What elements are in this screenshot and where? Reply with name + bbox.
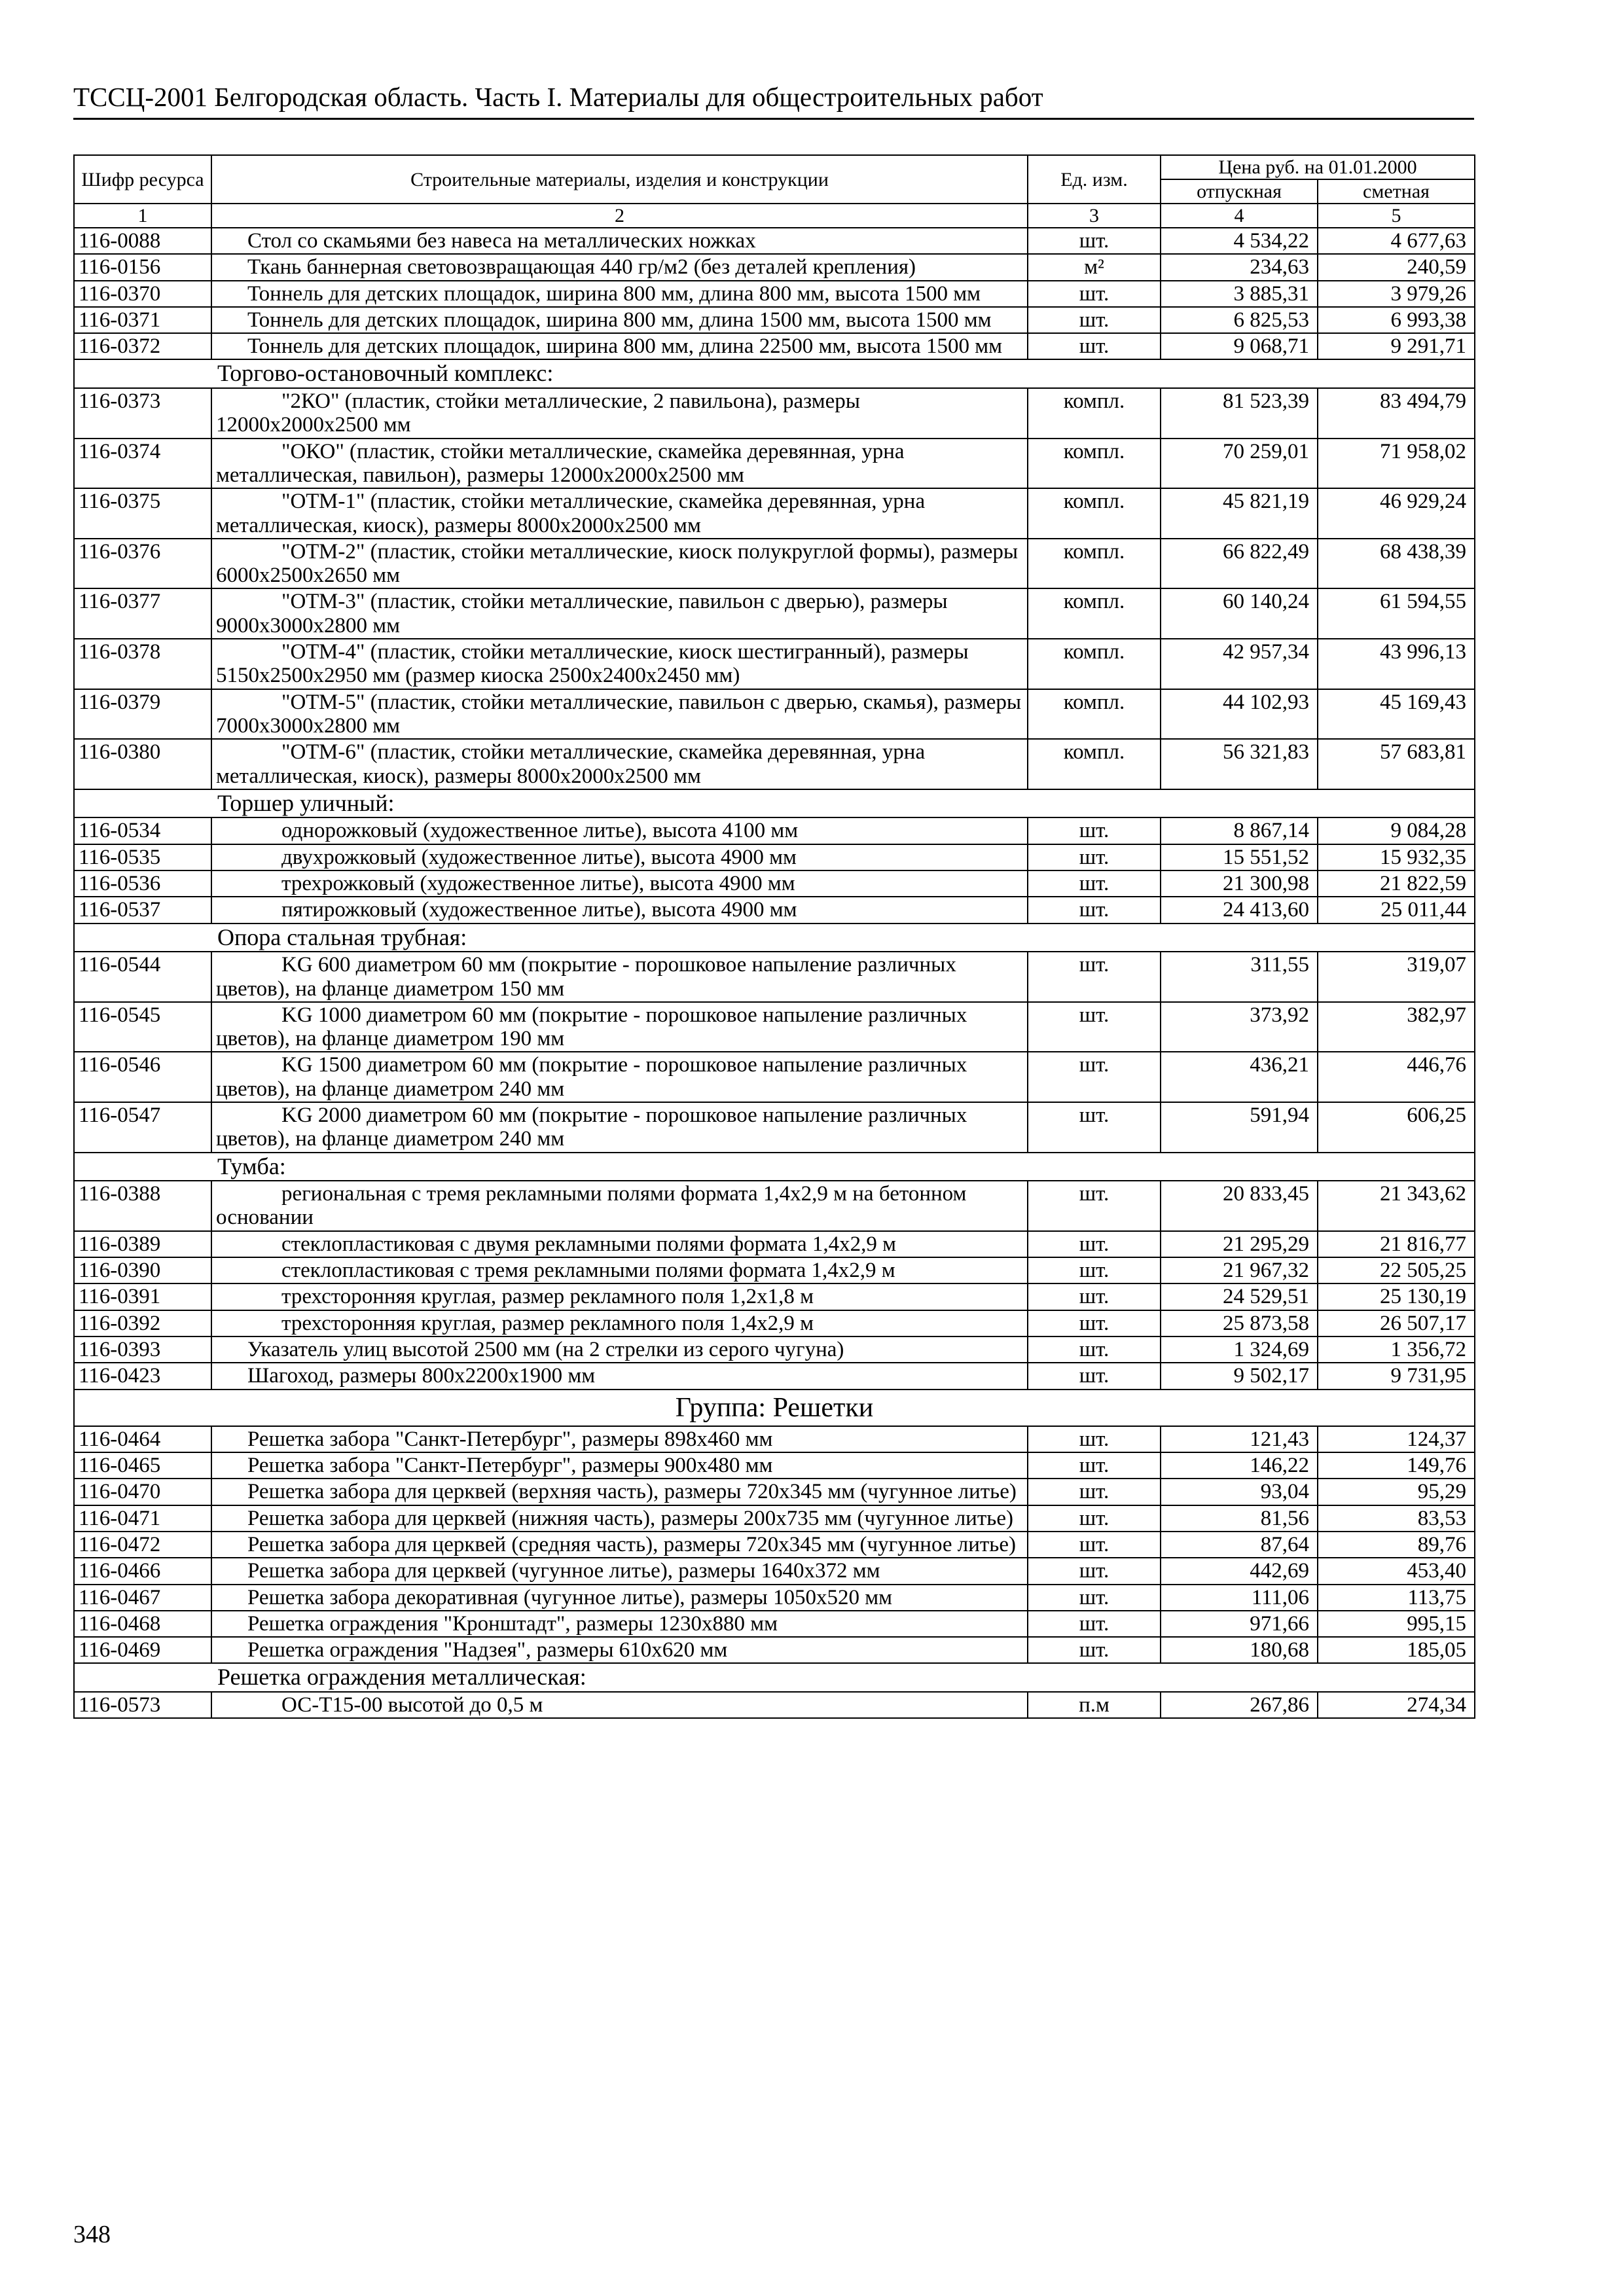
material-name-cell: Ткань баннерная световозвращающая 440 гр/м2 (без деталей крепления) [211, 254, 1028, 280]
material-name-cell: ОС-Т15-00 высотой до 0,5 м [211, 1692, 1028, 1718]
unit-cell: шт. [1028, 1426, 1161, 1452]
unit-cell: шт. [1028, 228, 1161, 254]
release-price-cell: 81 523,39 [1161, 388, 1318, 439]
estimate-price-cell: 83,53 [1318, 1505, 1475, 1532]
resource-code-cell: 116-0377 [74, 588, 211, 639]
header-divider [73, 118, 1474, 120]
unit-cell: шт. [1028, 1585, 1161, 1611]
table-row [74, 588, 1475, 639]
page-number: 348 [73, 2221, 111, 2248]
release-price-cell: 8 867,14 [1161, 817, 1318, 844]
unit-cell: шт. [1028, 307, 1161, 333]
estimate-price-cell: 382,97 [1318, 1002, 1475, 1052]
material-name-cell: стеклопластиковая с тремя рекламными полями формата 1,4х2,9 м [211, 1257, 1028, 1283]
table-row [74, 1505, 1475, 1532]
estimate-price-cell: 83 494,79 [1318, 388, 1475, 439]
material-name-cell: трехрожковый (художественное литье), высота 4900 мм [211, 870, 1028, 897]
resource-code-cell: 116-0374 [74, 439, 211, 489]
group-heading-row [74, 1390, 1475, 1426]
table-row [74, 689, 1475, 740]
material-name-cell: "ОТМ-3" (пластик, стойки металлические, павильон с дверью), размеры 9000х3000х2800 мм [211, 588, 1028, 639]
material-name-cell: Решетка забора для церквей (средняя часть), размеры 720х345 мм (чугунное литье) [211, 1532, 1028, 1558]
release-price-cell: 20 833,45 [1161, 1181, 1318, 1231]
estimate-price-cell: 25 130,19 [1318, 1283, 1475, 1310]
table-row [74, 870, 1475, 897]
release-price-cell: 93,04 [1161, 1479, 1318, 1505]
unit-cell: компл. [1028, 439, 1161, 489]
section-heading: Решетка ограждения металлическая: [74, 1663, 1475, 1692]
release-price-cell: 87,64 [1161, 1532, 1318, 1558]
estimate-price-cell: 22 505,25 [1318, 1257, 1475, 1283]
resource-code-cell: 116-0388 [74, 1181, 211, 1231]
estimate-price-cell: 45 169,43 [1318, 689, 1475, 740]
resource-code-cell: 116-0423 [74, 1363, 211, 1389]
table-row [74, 488, 1475, 539]
material-name-cell: "ОКО" (пластик, стойки металлические, скамейка деревянная, урна металлическая, павильон), размеры 12000х2000х2500 мм [211, 439, 1028, 489]
estimate-price-cell: 61 594,55 [1318, 588, 1475, 639]
table-row [74, 952, 1475, 1002]
material-name-cell: "ОТМ-6" (пластик, стойки металлические, скамейка деревянная, урна металлическая, киоск), размеры 8000х2000х2500 мм [211, 739, 1028, 789]
release-price-cell: 21 967,32 [1161, 1257, 1318, 1283]
release-price-cell: 9 068,71 [1161, 333, 1318, 359]
material-name-cell: "2КО" (пластик, стойки металлические, 2 павильона), размеры 12000х2000х2500 мм [211, 388, 1028, 439]
unit-cell: шт. [1028, 1452, 1161, 1479]
resource-code-cell: 116-0544 [74, 952, 211, 1002]
release-price-cell: 311,55 [1161, 952, 1318, 1002]
table-row [74, 1611, 1475, 1637]
estimate-price-cell: 25 011,44 [1318, 897, 1475, 923]
release-price-cell: 24 529,51 [1161, 1283, 1318, 1310]
table-row [74, 1426, 1475, 1452]
table-row [74, 307, 1475, 333]
release-price-cell: 9 502,17 [1161, 1363, 1318, 1389]
unit-cell: шт. [1028, 1283, 1161, 1310]
unit-cell: шт. [1028, 1102, 1161, 1153]
table-row [74, 439, 1475, 489]
table-header [74, 155, 1475, 228]
release-price-cell: 24 413,60 [1161, 897, 1318, 923]
estimate-price-cell: 21 343,62 [1318, 1181, 1475, 1231]
material-name-cell: двухрожковый (художественное литье), высота 4900 мм [211, 844, 1028, 870]
unit-cell: шт. [1028, 1336, 1161, 1363]
table-row [74, 639, 1475, 689]
material-name-cell: Решетка ограждения "Кронштадт", размеры 1230х880 мм [211, 1611, 1028, 1637]
estimate-price-cell: 15 932,35 [1318, 844, 1475, 870]
material-name-cell: Указатель улиц высотой 2500 мм (на 2 стрелки из серого чугуна) [211, 1336, 1028, 1363]
material-name-cell: Решетка забора "Санкт-Петербург", размеры 898х460 мм [211, 1426, 1028, 1452]
unit-cell: шт. [1028, 333, 1161, 359]
material-name-cell: пятирожковый (художественное литье), высота 4900 мм [211, 897, 1028, 923]
release-price-cell: 42 957,34 [1161, 639, 1318, 689]
material-name-cell: Решетка ограждения "Надзея", размеры 610х620 мм [211, 1637, 1028, 1663]
release-price-cell: 971,66 [1161, 1611, 1318, 1637]
release-price-cell: 442,69 [1161, 1558, 1318, 1584]
unit-cell: шт. [1028, 281, 1161, 307]
estimate-price-cell: 43 996,13 [1318, 639, 1475, 689]
table-row [74, 254, 1475, 280]
estimate-price-cell: 95,29 [1318, 1479, 1475, 1505]
resource-code-cell: 116-0464 [74, 1426, 211, 1452]
col-release-header: отпускная [1161, 179, 1318, 204]
resource-code-cell: 116-0379 [74, 689, 211, 740]
resource-code-cell: 116-0373 [74, 388, 211, 439]
table-row [74, 1585, 1475, 1611]
column-number: 4 [1161, 204, 1318, 228]
estimate-price-cell: 57 683,81 [1318, 739, 1475, 789]
release-price-cell: 6 825,53 [1161, 307, 1318, 333]
table-row [74, 1283, 1475, 1310]
section-heading: Торшер уличный: [74, 789, 1475, 818]
release-price-cell: 70 259,01 [1161, 439, 1318, 489]
estimate-price-cell: 995,15 [1318, 1611, 1475, 1637]
section-heading-row [74, 1153, 1475, 1181]
table-row [74, 1102, 1475, 1153]
release-price-cell: 25 873,58 [1161, 1310, 1318, 1336]
release-price-cell: 146,22 [1161, 1452, 1318, 1479]
release-price-cell: 111,06 [1161, 1585, 1318, 1611]
material-name-cell: "ОТМ-2" (пластик, стойки металлические, киоск полукруглой формы), размеры 6000х2500х2650 мм [211, 539, 1028, 589]
unit-cell: шт. [1028, 1231, 1161, 1257]
release-price-cell: 21 300,98 [1161, 870, 1318, 897]
material-name-cell: Тоннель для детских площадок, ширина 800 мм, длина 1500 мм, высота 1500 мм [211, 307, 1028, 333]
table-row [74, 1336, 1475, 1363]
col-name-header: Строительные материалы, изделия и конструкции [211, 155, 1028, 204]
material-name-cell: "ОТМ-1" (пластик, стойки металлические, скамейка деревянная, урна металлическая, киоск), размеры 8000х2000х2500 мм [211, 488, 1028, 539]
material-name-cell: стеклопластиковая с двумя рекламными полями формата 1,4х2,9 м [211, 1231, 1028, 1257]
release-price-cell: 56 321,83 [1161, 739, 1318, 789]
column-number: 2 [211, 204, 1028, 228]
estimate-price-cell: 68 438,39 [1318, 539, 1475, 589]
table-row [74, 1231, 1475, 1257]
table-row [74, 1002, 1475, 1052]
resource-code-cell: 116-0545 [74, 1002, 211, 1052]
resource-code-cell: 116-0536 [74, 870, 211, 897]
unit-cell: шт. [1028, 817, 1161, 844]
release-price-cell: 234,63 [1161, 254, 1318, 280]
table-row [74, 1052, 1475, 1102]
resource-code-cell: 116-0380 [74, 739, 211, 789]
material-name-cell: "ОТМ-5" (пластик, стойки металлические, павильон с дверью, скамья), размеры 7000х3000х2800 мм [211, 689, 1028, 740]
release-price-cell: 81,56 [1161, 1505, 1318, 1532]
release-price-cell: 1 324,69 [1161, 1336, 1318, 1363]
table-row [74, 1637, 1475, 1663]
unit-cell: м² [1028, 254, 1161, 280]
table-row [74, 1363, 1475, 1389]
resource-code-cell: 116-0466 [74, 1558, 211, 1584]
estimate-price-cell: 6 993,38 [1318, 307, 1475, 333]
material-name-cell: Решетка забора для церквей (верхняя часть), размеры 720х345 мм (чугунное литье) [211, 1479, 1028, 1505]
release-price-cell: 45 821,19 [1161, 488, 1318, 539]
column-number-row [74, 204, 1475, 228]
material-name-cell: однорожковый (художественное литье), высота 4100 мм [211, 817, 1028, 844]
table-row [74, 228, 1475, 254]
estimate-price-cell: 240,59 [1318, 254, 1475, 280]
estimate-price-cell: 185,05 [1318, 1637, 1475, 1663]
resource-code-cell: 116-0393 [74, 1336, 211, 1363]
table-row [74, 1310, 1475, 1336]
estimate-price-cell: 453,40 [1318, 1558, 1475, 1584]
release-price-cell: 121,43 [1161, 1426, 1318, 1452]
section-heading-row [74, 359, 1475, 388]
estimate-price-cell: 9 084,28 [1318, 817, 1475, 844]
resource-code-cell: 116-0465 [74, 1452, 211, 1479]
table-row [74, 1479, 1475, 1505]
material-name-cell: Тоннель для детских площадок, ширина 800 мм, длина 800 мм, высота 1500 мм [211, 281, 1028, 307]
release-price-cell: 66 822,49 [1161, 539, 1318, 589]
release-price-cell: 15 551,52 [1161, 844, 1318, 870]
table-row [74, 1257, 1475, 1283]
resource-code-cell: 116-0392 [74, 1310, 211, 1336]
table-row [74, 1532, 1475, 1558]
material-name-cell: "ОТМ-4" (пластик, стойки металлические, киоск шестигранный), размеры 5150х2500х2950 мм (размер киоска 2500х2400х2450 мм) [211, 639, 1028, 689]
estimate-price-cell: 9 731,95 [1318, 1363, 1475, 1389]
unit-cell: шт. [1028, 1505, 1161, 1532]
unit-cell: п.м [1028, 1692, 1161, 1718]
resource-code-cell: 116-0470 [74, 1479, 211, 1505]
table-row [74, 844, 1475, 870]
price-table [73, 154, 1475, 1719]
unit-cell: шт. [1028, 1611, 1161, 1637]
unit-cell: компл. [1028, 588, 1161, 639]
release-price-cell: 267,86 [1161, 1692, 1318, 1718]
table-row [74, 1452, 1475, 1479]
table-body [74, 228, 1475, 1718]
table-row [74, 333, 1475, 359]
table-row [74, 281, 1475, 307]
section-heading: Торгово-остановочный комплекс: [74, 359, 1475, 388]
material-name-cell: трехсторонняя круглая, размер рекламного поля 1,4х2,9 м [211, 1310, 1028, 1336]
estimate-price-cell: 319,07 [1318, 952, 1475, 1002]
table-row [74, 897, 1475, 923]
release-price-cell: 21 295,29 [1161, 1231, 1318, 1257]
column-number: 5 [1318, 204, 1475, 228]
material-name-cell: региональная с тремя рекламными полями формата 1,4х2,9 м на бетонном основании [211, 1181, 1028, 1231]
resource-code-cell: 116-0468 [74, 1611, 211, 1637]
unit-cell: шт. [1028, 1002, 1161, 1052]
release-price-cell: 180,68 [1161, 1637, 1318, 1663]
estimate-price-cell: 124,37 [1318, 1426, 1475, 1452]
section-heading-row [74, 789, 1475, 818]
unit-cell: компл. [1028, 388, 1161, 439]
unit-cell: шт. [1028, 1363, 1161, 1389]
resource-code-cell: 116-0547 [74, 1102, 211, 1153]
col-unit-header: Ед. изм. [1028, 155, 1161, 204]
unit-cell: шт. [1028, 1637, 1161, 1663]
resource-code-cell: 116-0389 [74, 1231, 211, 1257]
resource-code-cell: 116-0372 [74, 333, 211, 359]
resource-code-cell: 116-0376 [74, 539, 211, 589]
table-row [74, 817, 1475, 844]
page-header-title: ТССЦ-2001 Белгородская область. Часть I. Материалы для общестроительных работ [73, 82, 1043, 112]
unit-cell: шт. [1028, 1532, 1161, 1558]
resource-code-cell: 116-0156 [74, 254, 211, 280]
unit-cell: шт. [1028, 1310, 1161, 1336]
section-heading-row [74, 1663, 1475, 1692]
table-row [74, 739, 1475, 789]
estimate-price-cell: 3 979,26 [1318, 281, 1475, 307]
release-price-cell: 591,94 [1161, 1102, 1318, 1153]
material-name-cell: Решетка забора для церквей (нижняя часть), размеры 200х735 мм (чугунное литье) [211, 1505, 1028, 1532]
col-estimate-header: сметная [1318, 179, 1475, 204]
section-heading: Опора стальная трубная: [74, 924, 1475, 952]
unit-cell: шт. [1028, 1052, 1161, 1102]
unit-cell: компл. [1028, 488, 1161, 539]
resource-code-cell: 116-0534 [74, 817, 211, 844]
unit-cell: шт. [1028, 1479, 1161, 1505]
estimate-price-cell: 446,76 [1318, 1052, 1475, 1102]
material-name-cell: трехсторонняя круглая, размер рекламного поля 1,2х1,8 м [211, 1283, 1028, 1310]
table-row [74, 1558, 1475, 1584]
resource-code-cell: 116-0467 [74, 1585, 211, 1611]
release-price-cell: 60 140,24 [1161, 588, 1318, 639]
section-heading: Тумба: [74, 1153, 1475, 1181]
resource-code-cell: 116-0391 [74, 1283, 211, 1310]
resource-code-cell: 116-0378 [74, 639, 211, 689]
resource-code-cell: 116-0546 [74, 1052, 211, 1102]
material-name-cell: KG 2000 диаметром 60 мм (покрытие - порошковое напыление различных цветов), на фланце диаметром 240 мм [211, 1102, 1028, 1153]
resource-code-cell: 116-0472 [74, 1532, 211, 1558]
estimate-price-cell: 149,76 [1318, 1452, 1475, 1479]
resource-code-cell: 116-0371 [74, 307, 211, 333]
col-price-header: Цена руб. на 01.01.2000 [1161, 155, 1475, 179]
release-price-cell: 3 885,31 [1161, 281, 1318, 307]
unit-cell: шт. [1028, 1181, 1161, 1231]
estimate-price-cell: 21 822,59 [1318, 870, 1475, 897]
unit-cell: компл. [1028, 739, 1161, 789]
unit-cell: шт. [1028, 1257, 1161, 1283]
material-name-cell: Решетка забора для церквей (чугунное литье), размеры 1640х372 мм [211, 1558, 1028, 1584]
col-code-header: Шифр ресурса [74, 155, 211, 204]
estimate-price-cell: 9 291,71 [1318, 333, 1475, 359]
material-name-cell: Тоннель для детских площадок, ширина 800 мм, длина 22500 мм, высота 1500 мм [211, 333, 1028, 359]
release-price-cell: 373,92 [1161, 1002, 1318, 1052]
material-name-cell: Решетка забора декоративная (чугунное литье), размеры 1050х520 мм [211, 1585, 1028, 1611]
resource-code-cell: 116-0471 [74, 1505, 211, 1532]
resource-code-cell: 116-0390 [74, 1257, 211, 1283]
unit-cell: шт. [1028, 844, 1161, 870]
estimate-price-cell: 274,34 [1318, 1692, 1475, 1718]
release-price-cell: 4 534,22 [1161, 228, 1318, 254]
section-heading-row [74, 924, 1475, 952]
estimate-price-cell: 89,76 [1318, 1532, 1475, 1558]
table-row [74, 1181, 1475, 1231]
table-row [74, 388, 1475, 439]
unit-cell: шт. [1028, 1558, 1161, 1584]
estimate-price-cell: 21 816,77 [1318, 1231, 1475, 1257]
resource-code-cell: 116-0469 [74, 1637, 211, 1663]
estimate-price-cell: 113,75 [1318, 1585, 1475, 1611]
material-name-cell: KG 1000 диаметром 60 мм (покрытие - порошковое напыление различных цветов), на фланце диаметром 190 мм [211, 1002, 1028, 1052]
table-row [74, 539, 1475, 589]
resource-code-cell: 116-0375 [74, 488, 211, 539]
unit-cell: компл. [1028, 539, 1161, 589]
resource-code-cell: 116-0088 [74, 228, 211, 254]
estimate-price-cell: 71 958,02 [1318, 439, 1475, 489]
unit-cell: шт. [1028, 897, 1161, 923]
column-number: 3 [1028, 204, 1161, 228]
estimate-price-cell: 26 507,17 [1318, 1310, 1475, 1336]
material-name-cell: KG 600 диаметром 60 мм (покрытие - порошковое напыление различных цветов), на фланце диаметром 150 мм [211, 952, 1028, 1002]
material-name-cell: Стол со скамьями без навеса на металлических ножках [211, 228, 1028, 254]
resource-code-cell: 116-0537 [74, 897, 211, 923]
estimate-price-cell: 4 677,63 [1318, 228, 1475, 254]
release-price-cell: 436,21 [1161, 1052, 1318, 1102]
unit-cell: компл. [1028, 639, 1161, 689]
resource-code-cell: 116-0535 [74, 844, 211, 870]
estimate-price-cell: 606,25 [1318, 1102, 1475, 1153]
column-number: 1 [74, 204, 211, 228]
estimate-price-cell: 1 356,72 [1318, 1336, 1475, 1363]
unit-cell: компл. [1028, 689, 1161, 740]
unit-cell: шт. [1028, 952, 1161, 1002]
table-row [74, 1692, 1475, 1718]
release-price-cell: 44 102,93 [1161, 689, 1318, 740]
material-name-cell: Шагоход, размеры 800х2200х1900 мм [211, 1363, 1028, 1389]
material-name-cell: KG 1500 диаметром 60 мм (покрытие - порошковое напыление различных цветов), на фланце диаметром 240 мм [211, 1052, 1028, 1102]
resource-code-cell: 116-0573 [74, 1692, 211, 1718]
estimate-price-cell: 46 929,24 [1318, 488, 1475, 539]
unit-cell: шт. [1028, 870, 1161, 897]
material-name-cell: Решетка забора "Санкт-Петербург", размеры 900х480 мм [211, 1452, 1028, 1479]
group-heading: Группа: Решетки [74, 1390, 1475, 1426]
resource-code-cell: 116-0370 [74, 281, 211, 307]
